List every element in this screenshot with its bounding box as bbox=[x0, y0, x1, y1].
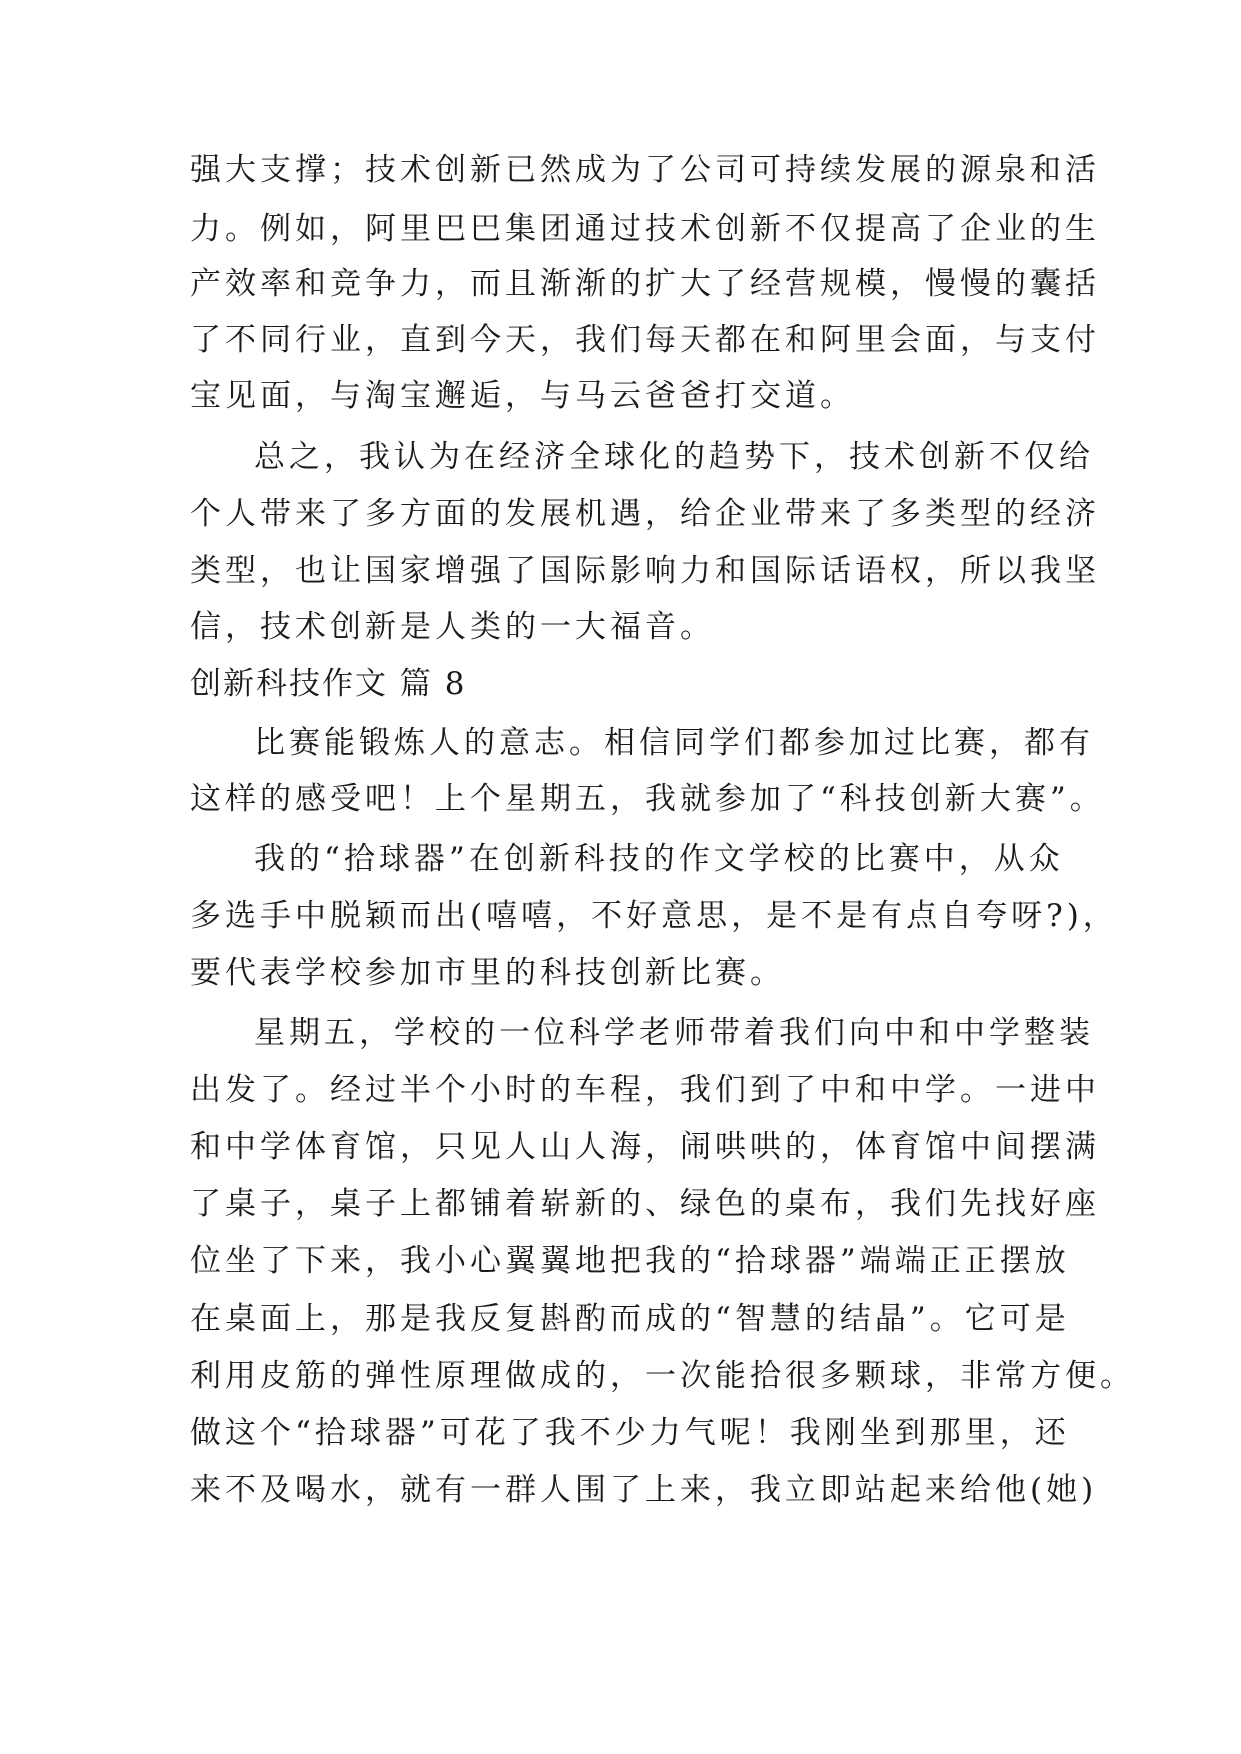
text-line: 来不及喝水，就有一群人围了上来，我立即站起来给他(她) bbox=[190, 1472, 1098, 1508]
text-line: 位坐了下来，我小心翼翼地把我的“拾球器”端端正正摆放 bbox=[190, 1243, 1070, 1279]
text-line: 这样的感受吧！上个星期五，我就参加了“科技创新大赛”。 bbox=[190, 781, 1105, 817]
section-heading: 创新科技作文 篇 8 bbox=[190, 666, 467, 702]
text-line: 信，技术创新是人类的一大福音。 bbox=[190, 609, 715, 645]
text-line: 强大支撑；技术创新已然成为了公司可持续发展的源泉和活 bbox=[190, 152, 1100, 188]
text-line: 在桌面上，那是我反复斟酌而成的“智慧的结晶”。它可是 bbox=[190, 1301, 1070, 1337]
text-line: 利用皮筋的弹性原理做成的，一次能拾很多颗球，非常方便。 bbox=[190, 1358, 1135, 1394]
text-line: 出发了。经过半个小时的车程，我们到了中和中学。一进中 bbox=[190, 1072, 1100, 1108]
text-line: 和中学体育馆，只见人山人海，闹哄哄的，体育馆中间摆满 bbox=[190, 1129, 1100, 1165]
text-line: 了不同行业，直到今天，我们每天都在和阿里会面，与支付 bbox=[190, 322, 1100, 358]
text-line: 了桌子，桌子上都铺着崭新的、绿色的桌布，我们先找好座 bbox=[190, 1186, 1100, 1222]
text-line: 多选手中脱颖而出(嘻嘻，不好意思，是不是有点自夸呀?)， bbox=[190, 898, 1118, 934]
text-line: 类型，也让国家增强了国际影响力和国际话语权，所以我坚 bbox=[190, 553, 1100, 589]
text-line: 产效率和竞争力，而且渐渐的扩大了经营规模，慢慢的囊括 bbox=[190, 266, 1100, 302]
paragraph-start-line: 星期五，学校的一位科学老师带着我们向中和中学整装 bbox=[254, 1015, 1094, 1051]
text-line: 宝见面，与淘宝邂逅，与马云爸爸打交道。 bbox=[190, 378, 855, 414]
paragraph-start-line: 比赛能锻炼人的意志。相信同学们都参加过比赛，都有 bbox=[254, 725, 1094, 761]
text-line: 力。例如，阿里巴巴集团通过技术创新不仅提高了企业的生 bbox=[190, 211, 1100, 247]
paragraph-start-line: 总之，我认为在经济全球化的趋势下，技术创新不仅给 bbox=[254, 439, 1094, 475]
text-line: 要代表学校参加市里的科技创新比赛。 bbox=[190, 955, 785, 991]
text-line: 个人带来了多方面的发展机遇，给企业带来了多类型的经济 bbox=[190, 496, 1100, 532]
text-line: 做这个“拾球器”可花了我不少力气呢！我刚坐到那里，还 bbox=[190, 1415, 1070, 1451]
paragraph-start-line: 我的“拾球器”在创新科技的作文学校的比赛中，从众 bbox=[254, 841, 1064, 877]
